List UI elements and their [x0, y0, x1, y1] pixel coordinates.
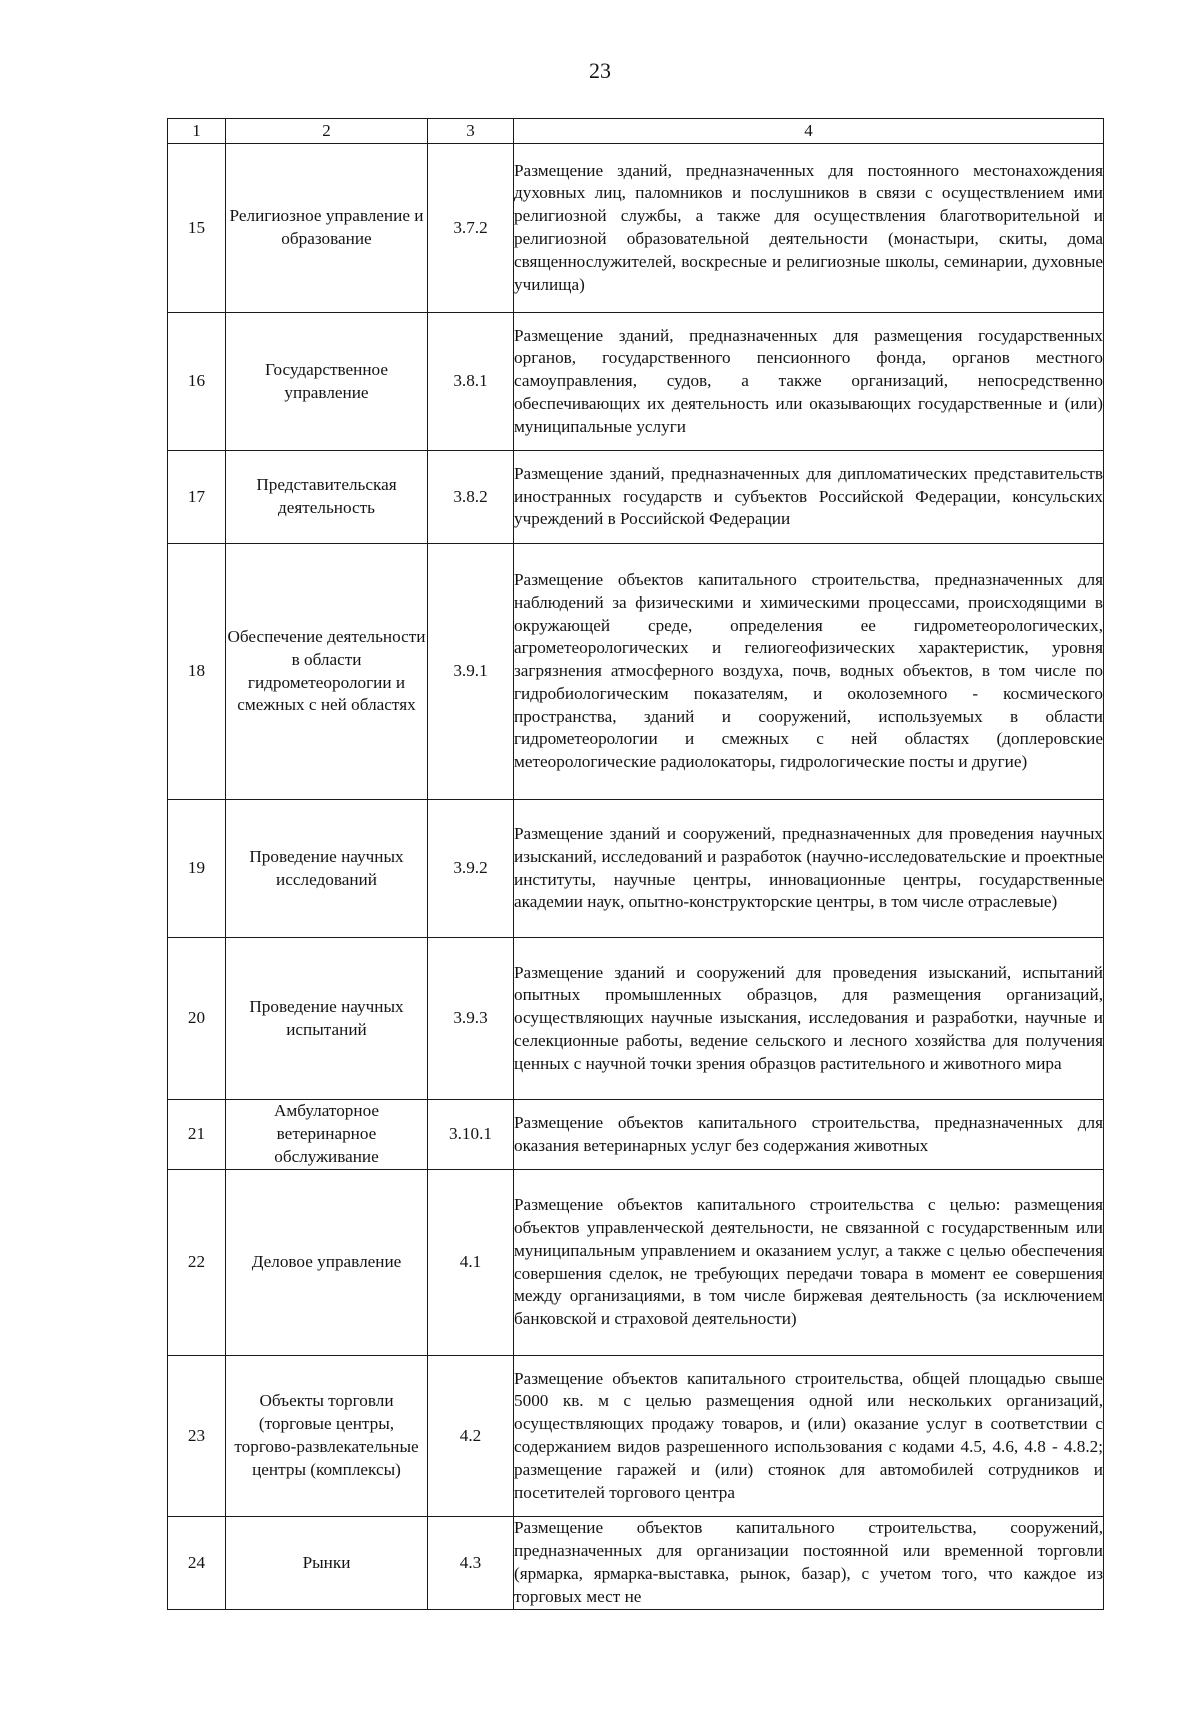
description-text: Размещение зданий, предназначенных для постоянного местонахождения духовных лиц, паломников и послушников в связи с осуществлением ими религиозной службы, а также для осуществления благотворительной и религиозной образовательной деятельности (монастыри, скиты, дома священнослужителей, воскресные и религиозные школы, семинарии, духовные училища) — [514, 160, 1103, 294]
column-header-3: 3 — [428, 119, 514, 144]
row-number: 16 — [168, 313, 226, 451]
row-number: 17 — [168, 451, 226, 544]
use-type-description — [514, 938, 1104, 1100]
table-row — [168, 544, 1104, 800]
description-text: Размещение объектов капитального строительства, предназначенных для наблюдений за физическими и химическими процессами, происходящими в окружающей среде, определения ее гидрометеорологических, агрометеорологических и гелиогеофизических характеристик, уровня загрязнения атмосферного воздуха, почв, водных объектов, в том числе по гидробиологическим показателям, и околоземного - космического пространства, зданий и сооружений, используемых в области гидрометеорологии и смежных с ней областях (доплеровские метеорологические радиолокаторы, гидрологические посты и другие) — [514, 569, 1103, 772]
description-text: Размещение объектов капитального строительства с целью: размещения объектов управленческой деятельности, не связанной с государственным или муниципальным управлением и оказанием услуг, а также с целью обеспечения совершения сделок, не требующих передачи товара в момент ее совершения между организациями, в том числе биржевая деятельность (за исключением банковской и страховой деятельности) — [514, 1195, 1103, 1329]
use-type-name: Обеспечение деятельности в области гидрометеорологии и смежных с ней областях — [226, 544, 428, 800]
table-row — [168, 1100, 1104, 1170]
use-type-name: Объекты торговли (торговые центры, торгово-развлекательные центры (комплексы) — [226, 1356, 428, 1517]
description-text: Размещение объектов капитального строительства, сооружений, предназначенных для организации постоянной или временной торговли (ярмарка, ярмарка-выставка, рынок, базар), с учетом того, что каждое из торговых мест не — [514, 1518, 1103, 1606]
table-row — [168, 313, 1104, 451]
description-text: Размещение зданий и сооружений для проведения изысканий, испытаний опытных промышленных образцов, для размещения организаций, осуществляющих научные изыскания, исследования и разработки, научные и селекционные работы, ведение сельского и лесного хозяйства для получения ценных с научной точки зрения образцов растительного и животного мира — [514, 962, 1103, 1073]
column-header-1: 1 — [168, 119, 226, 144]
use-type-name: Государственное управление — [226, 313, 428, 451]
table-row — [168, 800, 1104, 938]
use-type-code: 4.2 — [428, 1356, 514, 1517]
use-type-code: 4.3 — [428, 1517, 514, 1610]
table-row — [168, 1170, 1104, 1356]
row-number: 20 — [168, 938, 226, 1100]
use-type-name: Религиозное управление и образование — [226, 144, 428, 313]
description-text: Размещение зданий, предназначенных для размещения государственных органов, государственного пенсионного фонда, органов местного самоуправления, судов, а также организаций, непосредственно обеспечивающих их деятельность или оказывающих государственные и (или) муниципальные услуги — [514, 325, 1103, 436]
use-type-description — [514, 1356, 1104, 1517]
row-number: 23 — [168, 1356, 226, 1517]
column-header-2: 2 — [226, 119, 428, 144]
use-type-name: Проведение научных испытаний — [226, 938, 428, 1100]
use-type-code: 3.9.2 — [428, 800, 514, 938]
table-row — [168, 451, 1104, 544]
header-row — [168, 119, 1104, 144]
row-number: 15 — [168, 144, 226, 313]
description-text: Размещение зданий, предназначенных для дипломатических представительств иностранных государств и субъектов Российской Федерации, консульских учреждений в Российской Федерации — [514, 463, 1103, 529]
land-use-table — [167, 118, 1104, 1610]
use-type-code: 3.8.2 — [428, 451, 514, 544]
use-type-description — [514, 313, 1104, 451]
description-text: Размещение зданий и сооружений, предназначенных для проведения научных изысканий, исследований и разработок (научно-исследовательские и проектные институты, научные центры, инновационные центры, государственные академии наук, опытно-конструкторские центры, в том числе отраслевые) — [514, 823, 1103, 912]
row-number: 19 — [168, 800, 226, 938]
description-text: Размещение объектов капитального строительства, общей площадью свыше 5000 кв. м с целью размещения одной или нескольких организаций, осуществляющих продажу товаров, и (или) оказание услуг в соответствии с содержанием видов разрешенного использования с кодами 4.5, 4.6, 4.8 - 4.8.2; размещение гаражей и (или) стоянок для автомобилей сотрудников и посетителей торгового центра — [514, 1368, 1103, 1502]
use-type-description — [514, 544, 1104, 800]
table-row — [168, 1356, 1104, 1517]
use-type-description — [514, 800, 1104, 938]
use-type-description — [514, 1170, 1104, 1356]
use-type-code: 3.7.2 — [428, 144, 514, 313]
table-row — [168, 1517, 1104, 1610]
use-type-description — [514, 1517, 1104, 1610]
row-number: 18 — [168, 544, 226, 800]
row-number: 22 — [168, 1170, 226, 1356]
row-number: 24 — [168, 1517, 226, 1610]
table-row — [168, 144, 1104, 313]
use-type-name: Проведение научных исследований — [226, 800, 428, 938]
use-type-code: 3.9.3 — [428, 938, 514, 1100]
table-row — [168, 938, 1104, 1100]
use-type-name: Рынки — [226, 1517, 428, 1610]
use-type-description — [514, 451, 1104, 544]
use-type-code: 3.10.1 — [428, 1100, 514, 1170]
use-type-description — [514, 1100, 1104, 1170]
use-type-description — [514, 144, 1104, 313]
use-type-name: Деловое управление — [226, 1170, 428, 1356]
description-text: Размещение объектов капитального строительства, предназначенных для оказания ветеринарных услуг без содержания животных — [514, 1112, 1103, 1155]
row-number: 21 — [168, 1100, 226, 1170]
use-type-code: 3.9.1 — [428, 544, 514, 800]
column-header-4: 4 — [514, 119, 1104, 144]
page-number: 23 — [589, 58, 611, 83]
use-type-code: 3.8.1 — [428, 313, 514, 451]
use-type-code: 4.1 — [428, 1170, 514, 1356]
use-type-name: Представительская деятельность — [226, 451, 428, 544]
use-type-name: Амбулаторное ветеринарное обслуживание — [226, 1100, 428, 1170]
